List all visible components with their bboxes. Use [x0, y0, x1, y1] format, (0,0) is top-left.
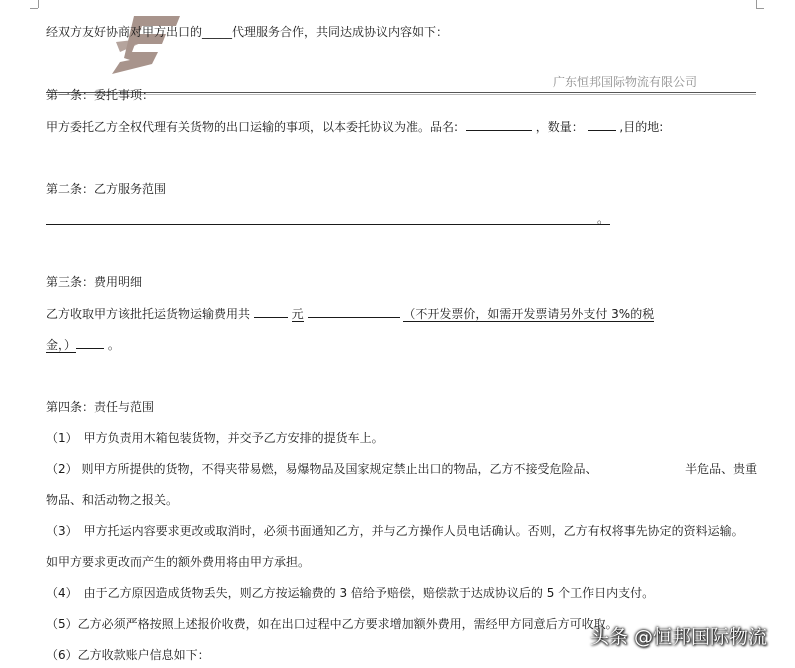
- page-corner-mark: [30, 8, 38, 9]
- company-logo-icon: [112, 14, 180, 74]
- article-3-text: （不开发票价，如需开发票请另外支付 3%的税: [403, 307, 655, 321]
- article-4-item-4: （4） 由于乙方原因造成货物丢失，则乙方按运输费的 3 倍给予赔偿，赔偿款于达成协议后的 5 个工作日内支付。: [46, 586, 655, 600]
- article-3-paragraph-cont: [46, 336, 120, 353]
- tax-blank: [76, 336, 104, 349]
- article-4-item-2: [46, 461, 757, 477]
- article-1-title: 第一条：委托事项：: [46, 88, 155, 102]
- service-scope-blank: [46, 224, 610, 225]
- article-4-item-2-cont: 物品、和活动物之报关。: [46, 493, 179, 507]
- article-1-text: ,目的地:: [619, 120, 664, 134]
- product-name-blank: [466, 118, 532, 131]
- fee-amount-blank: [254, 305, 288, 318]
- article-4-item-5: （5）乙方必须严格按照上述报价收费，如在出口过程中乙方要求增加额外费用，需经甲方同意后方可收取。: [46, 617, 618, 631]
- article-2-title: 第二条：乙方服务范围: [46, 182, 167, 196]
- article-4-item-1: （1） 甲方负责用木箱包装货物，并交予乙方安排的提货车上。: [46, 431, 384, 445]
- article-3-text: 乙方收取甲方该批托运货物运输费用共: [46, 307, 251, 321]
- article-1-text: ，数量：: [535, 120, 584, 134]
- article-4-item-6: （6）乙方收款账户信息如下：: [46, 648, 210, 662]
- page-corner-mark: [38, 0, 39, 8]
- article-3-text: 。: [107, 338, 120, 352]
- page-corner-mark: [756, 0, 757, 8]
- article-3-yuan: 元: [291, 307, 304, 321]
- article-1-text: 甲方委托乙方全权代理有关货物的出口运输的事项，以本委托协议为准。品名:: [46, 120, 459, 134]
- article-4-title: 第四条：责任与范围: [46, 400, 155, 414]
- fee-words-blank: [308, 305, 400, 318]
- article-4-item-3-cont: 如甲方要求更改而产生的额外费用将由甲方承担。: [46, 555, 311, 569]
- article-3-paragraph: [46, 305, 654, 322]
- article-3-title: 第三条：费用明细: [46, 275, 143, 289]
- article-4-item-3: （3） 甲方托运内容要求更改或取消时，必须书面通知乙方，并与乙方操作人员电话确认。否则，乙方有权将事先协定的资料运输。: [46, 524, 744, 538]
- article-4-text: （2） 则甲方所提供的货物，不得夹带易燃，易爆物品及国家规定禁止出口的物品，乙方不接受危险品、: [46, 462, 598, 476]
- article-1-paragraph: [46, 118, 663, 135]
- intro-paragraph: 经双方友好协商对甲方出口的_____代理服务合作，共同达成协议内容如下：: [46, 25, 449, 39]
- page-corner-mark: [756, 8, 764, 9]
- quantity-blank: [588, 118, 616, 131]
- article-4-text: 半危品、贵重: [685, 462, 758, 476]
- header-company-name: 广东恒邦国际物流有限公司: [553, 75, 698, 89]
- article-3-text: 金，）: [46, 338, 77, 352]
- watermark-text: 头条 @恒邦国际物流: [590, 626, 768, 648]
- article-2-end: 。: [597, 212, 610, 226]
